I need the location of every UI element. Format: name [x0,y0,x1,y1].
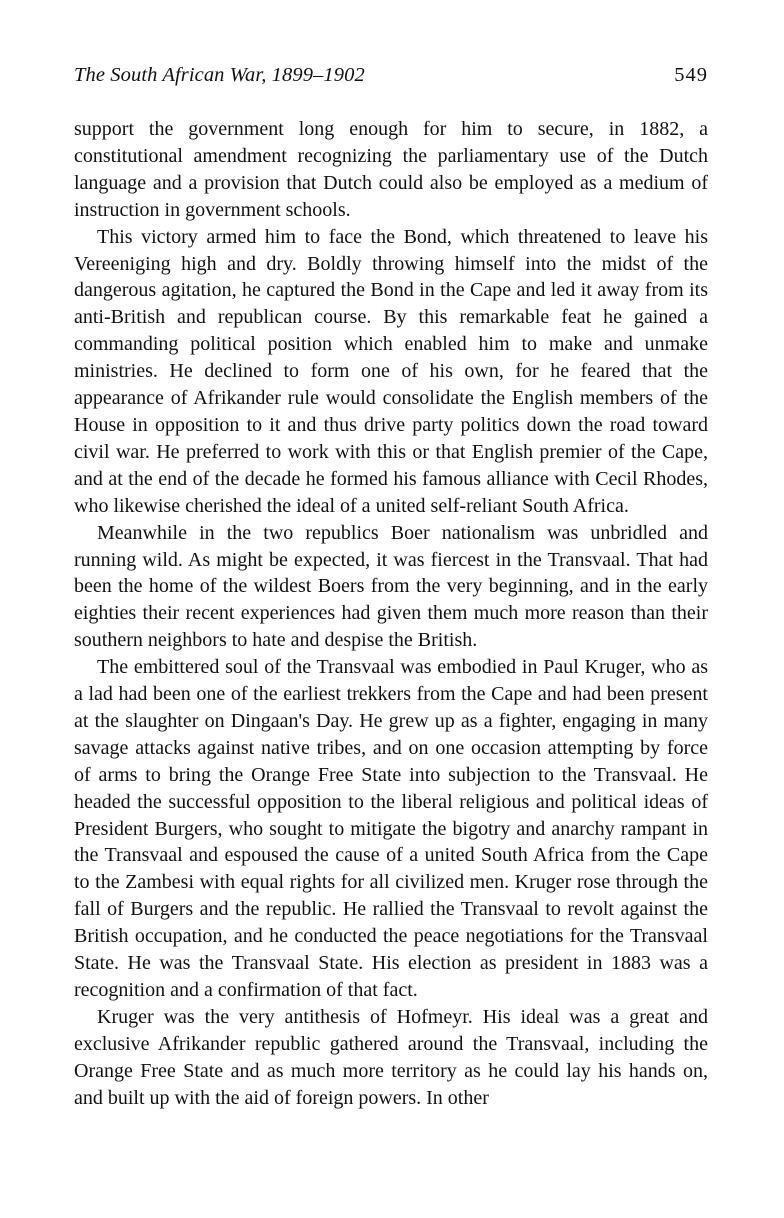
paragraph-paul-kruger: The embittered soul of the Transvaal was embodied in Paul Kruger, who as a lad had been one of the earliest trekkers from the Cape and had been present at the slaughter on Dingaan's Day. He grew up as a fighter, engaging in many savage attacks against native tribes, and on one occasion attempting by force of arms to bring the Orange Free State into subjection to the Transvaal. He headed the successful opposition to the liberal religious and political ideas of President Burgers, who sought to mitigate the bigotry and anarchy rampant in the Transvaal and espoused the cause of a united South Africa from the Cape to the Zambesi with equal rights for all civilized men. Kruger rose through the fall of Burgers and the republic. He rallied the Transvaal to revolt against the British occupation, and he conducted the peace negotiations for the Transvaal State. He was the Transvaal State. His election as president in 1883 was a recognition and a confirmation of that fact. [74,656,708,1001]
running-title: The South African War, 1899–1902 [74,64,365,86]
running-head [74,64,708,94]
paragraph-kruger-antithesis: Kruger was the very antithesis of Hofmeyr. His ideal was a great and exclusive Afrikander republic gathered around the Transvaal, including the Orange Free State and as much more territory as he could lay his hands on, and built up with the aid of foreign powers. In other [74,1005,708,1109]
body-text [74,116,708,1112]
paragraph-boer-nationalism: Meanwhile in the two republics Boer nationalism was unbridled and running wild. As might be expected, it was fiercest in the Transvaal. That had been the home of the wildest Boers from the very beginning, and in the early eighties their recent experiences had given them much more reason than their southern neighbors to hate and despise the British. [74,521,708,652]
paragraph-hofmeyr-bond: This victory armed him to face the Bond, which threatened to leave his Vereeniging high and dry. Boldly throwing himself into the midst of the dangerous agitation, he captured the Bond in the Cape and led it away from its anti-British and republican course. By this remarkable feat he gained a commanding political position which enabled him to make and unmake ministries. He declined to form one of his own, for he feared that the appearance of Afrikander rule would consolidate the English members of the House in opposition to it and thus drive party politics down the road toward civil war. He preferred to work with this or that English premier of the Cape, and at the end of the decade he formed his famous alliance with Cecil Rhodes, who likewise cherished the ideal of a united self-reliant South Africa. [74,225,708,517]
paragraph-continued: support the government long enough for him to secure, in 1882, a constitutional amendment recognizing the parliamentary use of the Dutch language and a provision that Dutch could also be employed as a medium of instruction in government schools. [74,118,708,221]
book-page [74,64,708,1112]
page-number: 549 [674,64,708,86]
